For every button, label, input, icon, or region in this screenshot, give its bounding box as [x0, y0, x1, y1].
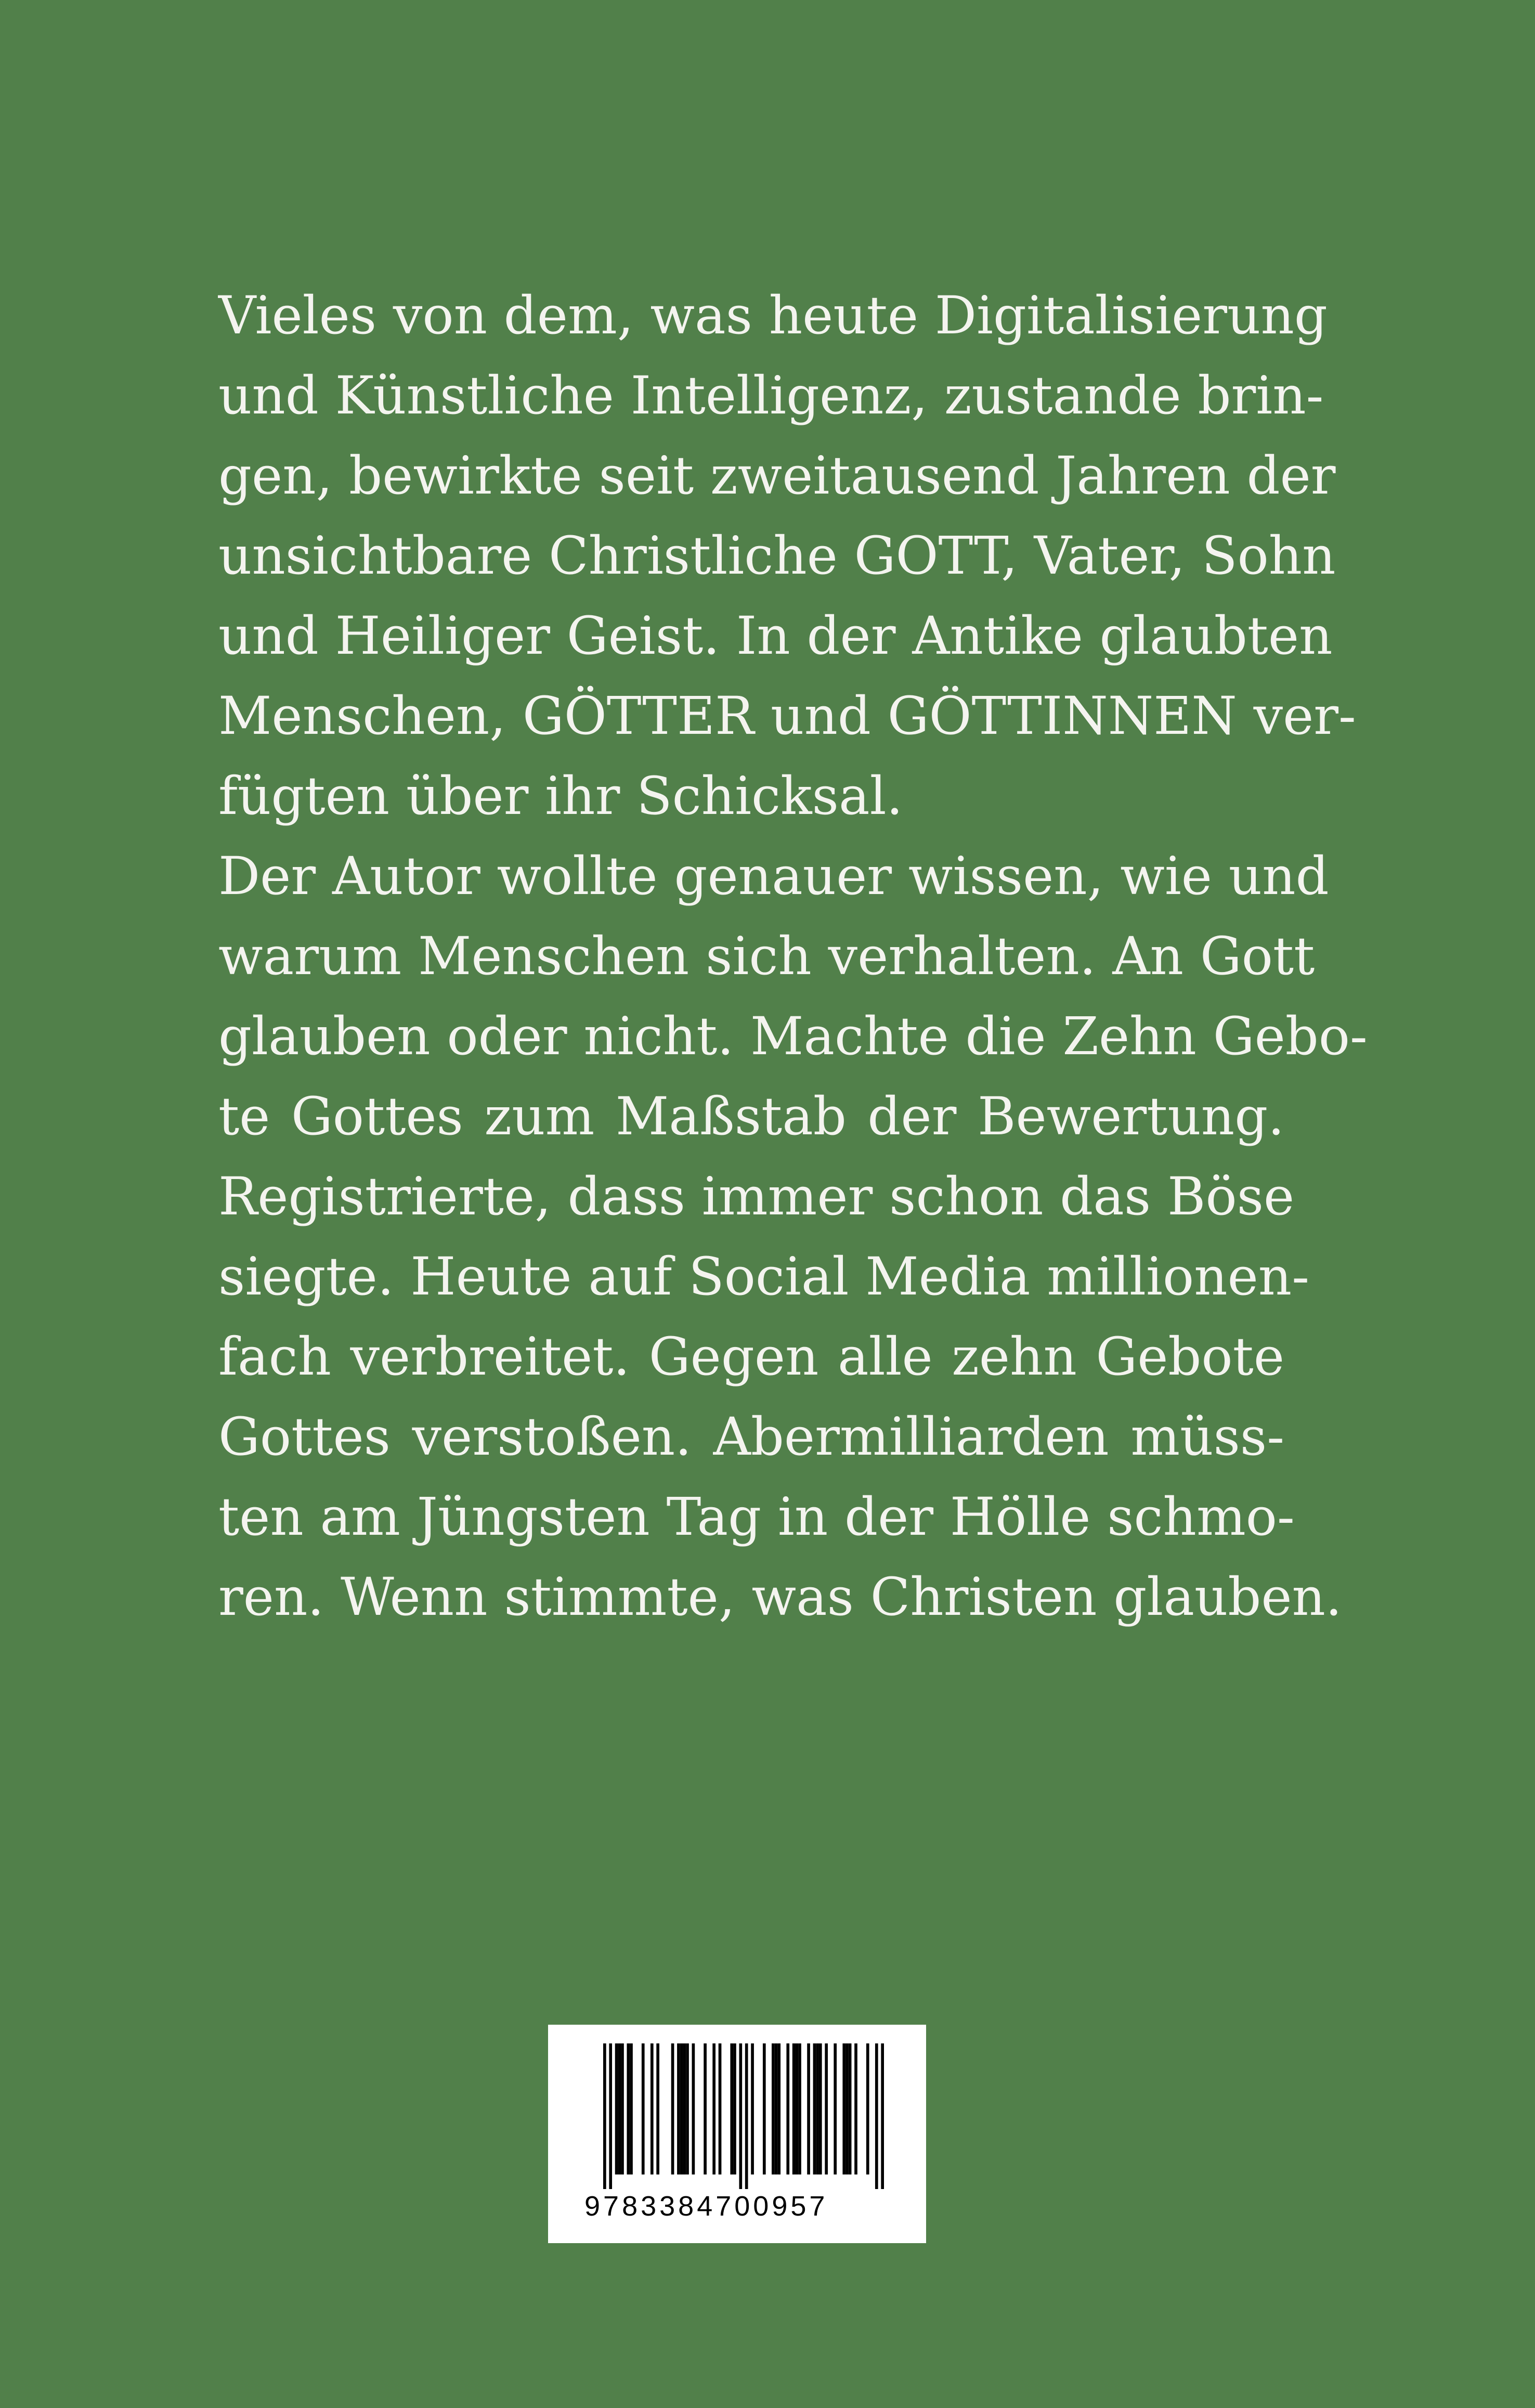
barcode-bar: [845, 2043, 849, 2174]
barcode-bar: [712, 2043, 716, 2174]
blurb-line: Registrierte, dass immer schon das Böse: [218, 1166, 1295, 1227]
barcode-bar: [627, 2043, 630, 2174]
barcode-bar: [875, 2043, 878, 2189]
barcode-bar: [739, 2043, 742, 2189]
barcode-bar: [834, 2043, 837, 2174]
barcode-bar: [866, 2043, 869, 2174]
barcode-bar: [763, 2043, 766, 2174]
blurb-line: glauben oder nicht. Machte die Zehn Gebo-: [218, 1006, 1368, 1067]
barcode-bar: [603, 2043, 606, 2189]
barcode-bar: [775, 2043, 778, 2174]
barcode-bar: [618, 2043, 621, 2174]
barcode-bar: [686, 2043, 689, 2174]
barcode-bar: [792, 2043, 796, 2174]
barcode-bar: [745, 2043, 748, 2189]
barcode-bar: [671, 2043, 674, 2174]
barcode-bar: [807, 2043, 810, 2174]
barcode-bar: [842, 2043, 845, 2174]
blurb-line: siegte. Heute auf Social Media millionen-: [218, 1246, 1309, 1307]
barcode-bar: [825, 2043, 828, 2174]
barcode-bar: [630, 2043, 633, 2174]
blurb-line: Gottes verstoßen. Abermilliarden müss-: [218, 1406, 1284, 1467]
blurb-line: unsichtbare Christliche GOTT, Vater, Sohn: [218, 525, 1336, 586]
barcode-bar: [642, 2043, 645, 2174]
barcode-bar: [719, 2043, 722, 2174]
barcode-bar: [677, 2043, 680, 2174]
blurb-line: warum Menschen sich verhalten. An Gott: [218, 926, 1315, 987]
blurb-line: ren. Wenn stimmte, was Christen glauben.: [218, 1567, 1342, 1627]
blurb-line: und Künstliche Intelligenz, zustande brin-: [218, 365, 1324, 426]
blurb-line: fügten über ihr Schicksal.: [218, 766, 903, 826]
barcode-bar: [819, 2043, 822, 2174]
barcode-bar: [656, 2043, 659, 2174]
barcode-bar: [849, 2043, 852, 2174]
isbn-barcode: [548, 2025, 926, 2243]
barcode-bar: [777, 2043, 780, 2174]
barcode-bar: [615, 2043, 618, 2174]
back-cover-blurb: [218, 276, 1368, 1637]
blurb-line: Vieles von dem, was heute Digitalisierung: [218, 285, 1328, 346]
barcode-bar: [751, 2043, 754, 2174]
barcode-bar: [854, 2043, 857, 2174]
barcode-bars: [603, 2043, 884, 2189]
barcode-bar: [795, 2043, 798, 2174]
barcode-bar: [609, 2043, 612, 2189]
blurb-line: te Gottes zum Maßstab der Bewertung.: [218, 1086, 1284, 1147]
barcode-bar: [733, 2043, 736, 2174]
isbn-number: 9783384700957: [584, 2191, 828, 2222]
barcode-bar: [813, 2043, 816, 2174]
barcode-bar: [798, 2043, 801, 2174]
barcode-bar: [772, 2043, 775, 2174]
barcode-bar: [692, 2043, 695, 2174]
barcode-bar: [704, 2043, 707, 2174]
blurb-line: Der Autor wollte genauer wissen, wie und: [218, 846, 1329, 907]
barcode-bar: [786, 2043, 789, 2174]
barcode-bar: [621, 2043, 624, 2174]
blurb-line: gen, bewirkte seit zweitausend Jahren der: [218, 445, 1336, 506]
blurb-line: fach verbreitet. Gegen alle zehn Gebote: [218, 1326, 1284, 1387]
barcode-bar: [680, 2043, 683, 2174]
barcode-bar: [816, 2043, 819, 2174]
blurb-line: Menschen, GÖTTER und GÖTTINNEN ver-: [218, 685, 1356, 746]
blurb-line: und Heiliger Geist. In der Antike glaubten: [218, 605, 1333, 666]
barcode-bar: [730, 2043, 733, 2174]
barcode-bar: [651, 2043, 654, 2174]
barcode-bar: [683, 2043, 686, 2174]
barcode-bar: [881, 2043, 884, 2189]
blurb-line: ten am Jüngsten Tag in der Hölle schmo-: [218, 1486, 1295, 1547]
